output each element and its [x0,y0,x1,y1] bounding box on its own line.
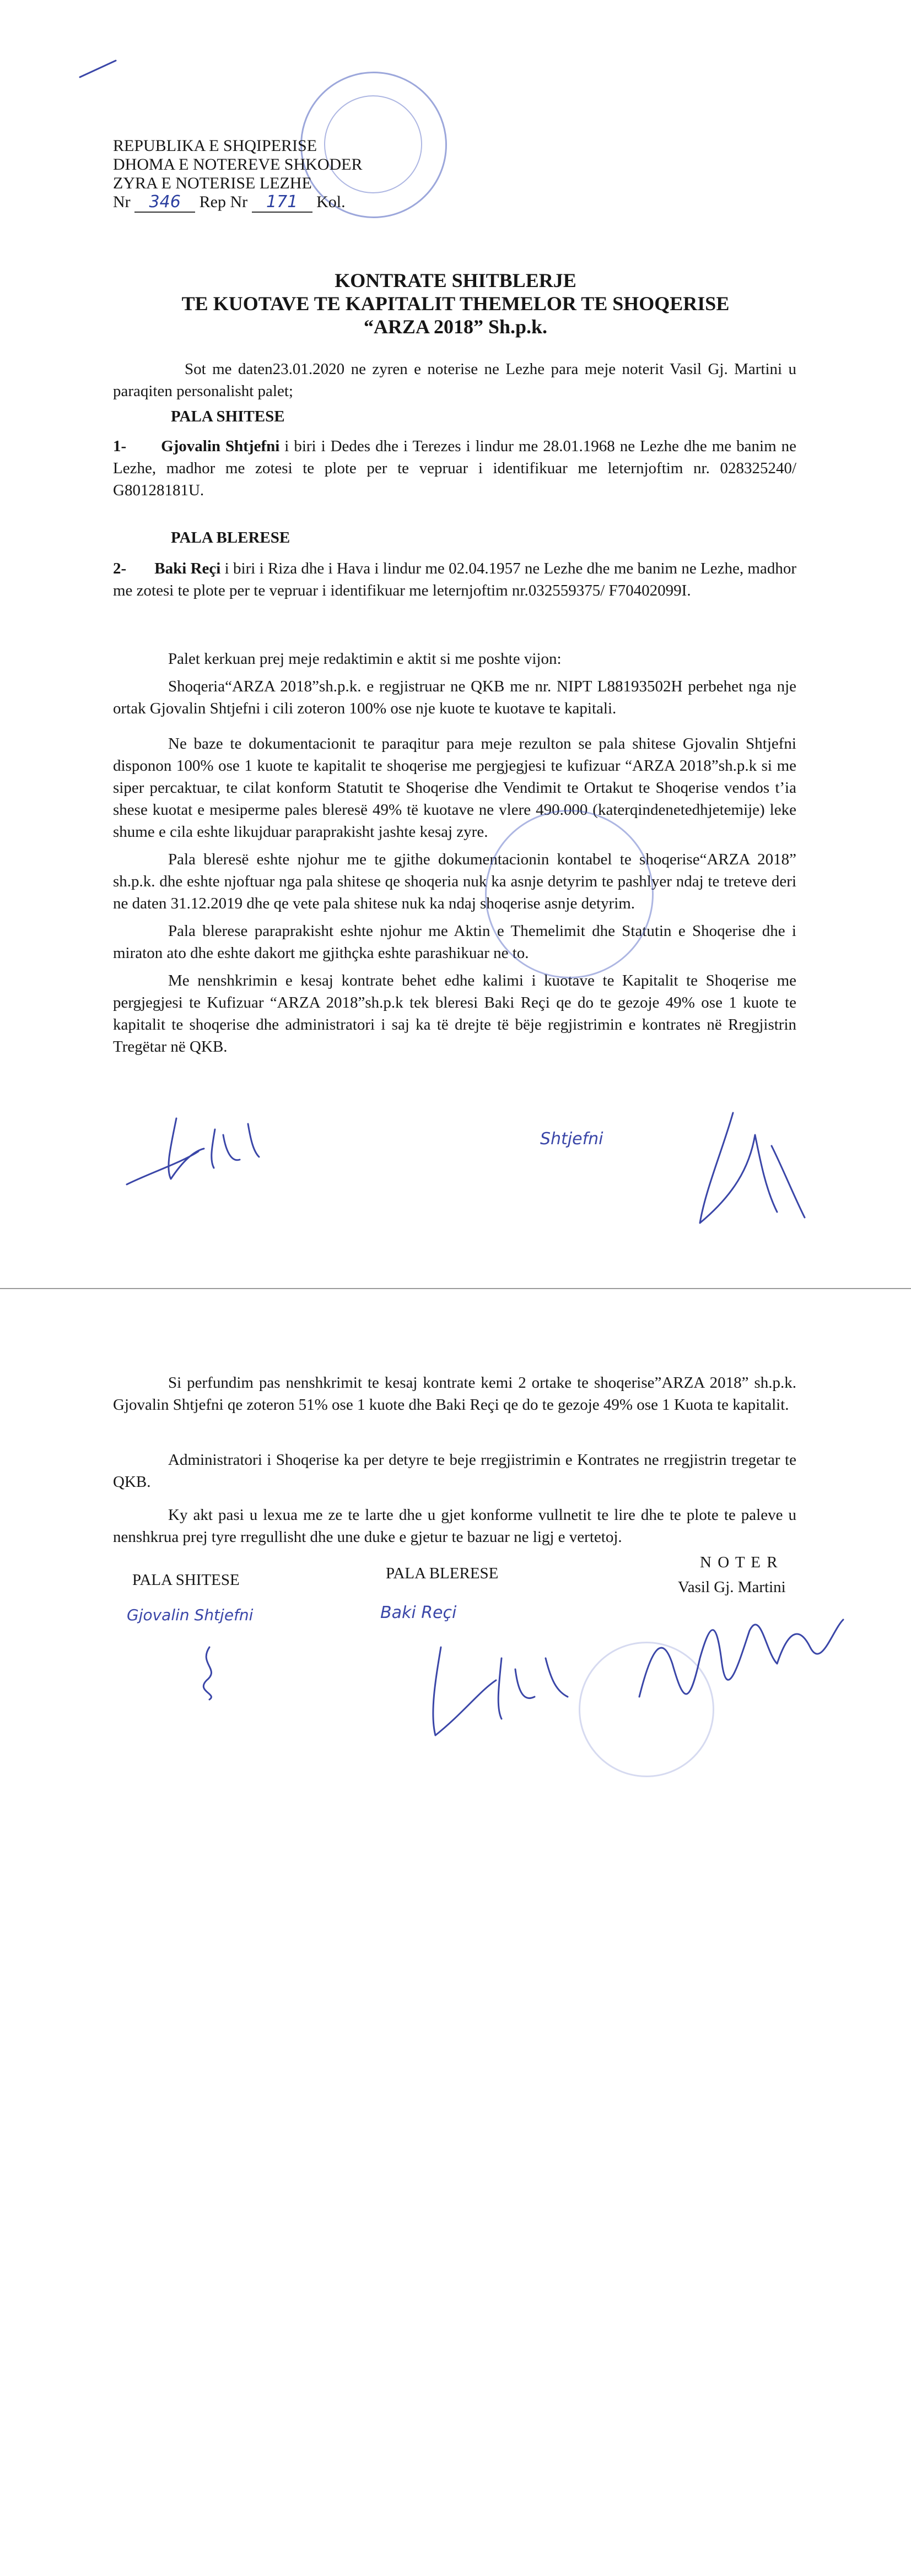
nr-value: 346 [134,193,195,213]
buyer-name: Baki Reçi [154,560,221,577]
notary-header [113,137,363,213]
seller-signature [176,1642,242,1702]
statute-paragraph: Pala blerese paraprakisht eshte njohur me Aktin e Themelimit dhe Statutin e Shoqerise dhe i miraton ato dhe eshte dakort me gjithçka eshte parashikuar ne to. [113,922,796,962]
pen-mark [77,55,121,83]
knowledge-paragraph: Pala bleresë eshte njohur me te gjithe dokumentacionin kontabel te shoqerise“ARZA 2018” sh.p.k. dhe eshte njoftuar nga pala shitese qe shoqeria nuk ka asnje detyrim te pashlyer ndaj te treteve deri ne daten 31.12.2019 dhe qe vete pala shitese nuk ka ndaj shoqerise asnje detyrim. [113,851,796,912]
rep-label: Rep Nr [199,193,248,211]
read-paragraph: Ky akt pasi u lexua me ze te larte dhe u gjet konforme vullnetit te lire dhe te plote te paleve u nenshkrua prej tyre rregullisht dhe une duke e gjetur te bazuar ne ligj e vertetoj. [113,1506,796,1546]
seller-signature-text: Shtjefni [540,1129,603,1149]
buyer-paragraph [113,558,796,602]
notary-title-label: N O T E R [700,1554,779,1571]
kol-label: Kol. [316,193,346,211]
buyer-details: i biri i Riza dhe i Hava i lindur me 02.04.1957 ne Lezhe dhe me banim ne Lezhe, madhor me zotesi te plote per te vepruar i identifikuar me leternjoftim nr.032559375/ F70402099I. [113,560,796,599]
buyer-label: PALA BLERESE [386,1565,499,1582]
buyer-handwritten-name: Baki Reçi [380,1603,457,1622]
notary-name-label: Vasil Gj. Martini [678,1578,786,1596]
seller-handwritten-name: Gjovalin Shtjefni [127,1606,254,1624]
overlay-stamp [485,810,654,978]
header-line-republic: REPUBLIKA E SHQIPERISE [113,137,317,155]
admin-paragraph: Administratori i Shoqerise ka per detyre te beje rregjistrimin e Kontrates ne rregjistrin tregetar te QKB. [113,1451,796,1491]
seller-number: 1- [113,437,127,455]
buyer-heading: PALA BLERESE [171,529,290,546]
result-paragraph: Si perfundim pas nenshkrimit te kesaj kontrate kemi 2 ortake te shoqerise”ARZA 2018” sh.p.k. Gjovalin Shtjefni qe zoteron 51% ose 1 kuote dhe Baki Reçi qe do te gezoje 49% ose 1 Kuota te kapitalit. [113,1374,796,1414]
company-paragraph: Shoqeria“ARZA 2018”sh.p.k. e regjistruar ne QKB me nr. NIPT L88193502H perbehet nga nje ortak Gjovalin Shtjefni i cili zoteron 100% ose nje kuote te kuotave te kapitali. [113,678,796,717]
buyer-signature-page2 [419,1636,595,1746]
title-line-3: “ARZA 2018” Sh.p.k. [363,316,548,338]
request-paragraph: Palet kerkuan prej meje redaktimin e aktit si me poshte vijon: [168,650,562,668]
seller-name: Gjovalin Shtjefni [161,437,280,455]
rep-value: 171 [252,193,312,213]
seller-details: i biri i Dedes dhe i Terezes i lindur me 28.01.1968 ne Lezhe dhe me banim ne Lezhe, madhor me zotesi te plote per te vepruar i identifikuar me leternjoftim nr. 028325240/ G80128181U. [113,437,797,499]
intro-paragraph: Sot me daten23.01.2020 ne zyren e noterise ne Lezhe para meje noterit Vasil Gj. Martini u paraqiten personalisht palet; [113,360,796,400]
transfer-paragraph: Me nenshkrimin e kesaj kontrate behet edhe kalimi i kuotave te Kapitalit te Shoqerise me pergjegjesi te Kufizuar “ARZA 2018”sh.p.k tek bleresi Baki Reçi qe do te gezoje 49% ose 1 kuote te kapitalit te shoqerise dhe administratori i saj ka të drejte të bëje regjistrimin e kontrates në Rregjistrin Tregëtar në QKB. [113,972,796,1056]
title-line-1: KONTRATE SHITBLERJE [335,269,576,291]
seller-notary-signature [650,1102,838,1240]
nr-label: Nr [113,193,131,211]
seller-paragraph [113,435,796,501]
page-two [0,1289,911,2576]
seller-heading: PALA SHITESE [171,408,285,425]
buyer-number: 2- [113,560,127,577]
registry-line [113,193,363,213]
basis-paragraph: Ne baze te dokumentacionit te paraqitur para meje rezulton se pala shitese Gjovalin Shtjefni disponon 100% ose 1 kuote te kapitalit te shoqerise me pergjegjesi te kufizuar “ARZA 2018”sh.p.k si me siper percaktuar, te cilat konform Statutit te Shoqerise dhe Vendimit te Ortakut te Shoqerise vendos t’ia shese kuotat e mesiperme pales bleresë 49% të kuotave ne vlere 490.000 (katerqindenetedhjetemije) leke shume e cila eshte likujduar paraprakisht jashte kesaj zyre. [113,735,796,841]
seller-label: PALA SHITESE [132,1571,240,1589]
notary-stamp-faint [579,1642,714,1777]
title-line-2: TE KUOTAVE TE KAPITALIT THEMELOR TE SHOQERISE [181,293,730,315]
contract-title [0,269,911,338]
header-line-office: ZYRA E NOTERISE LEZHE [113,174,312,192]
header-line-chamber: DHOMA E NOTEREVE SHKODER [113,155,363,174]
buyer-signature [116,1107,281,1195]
